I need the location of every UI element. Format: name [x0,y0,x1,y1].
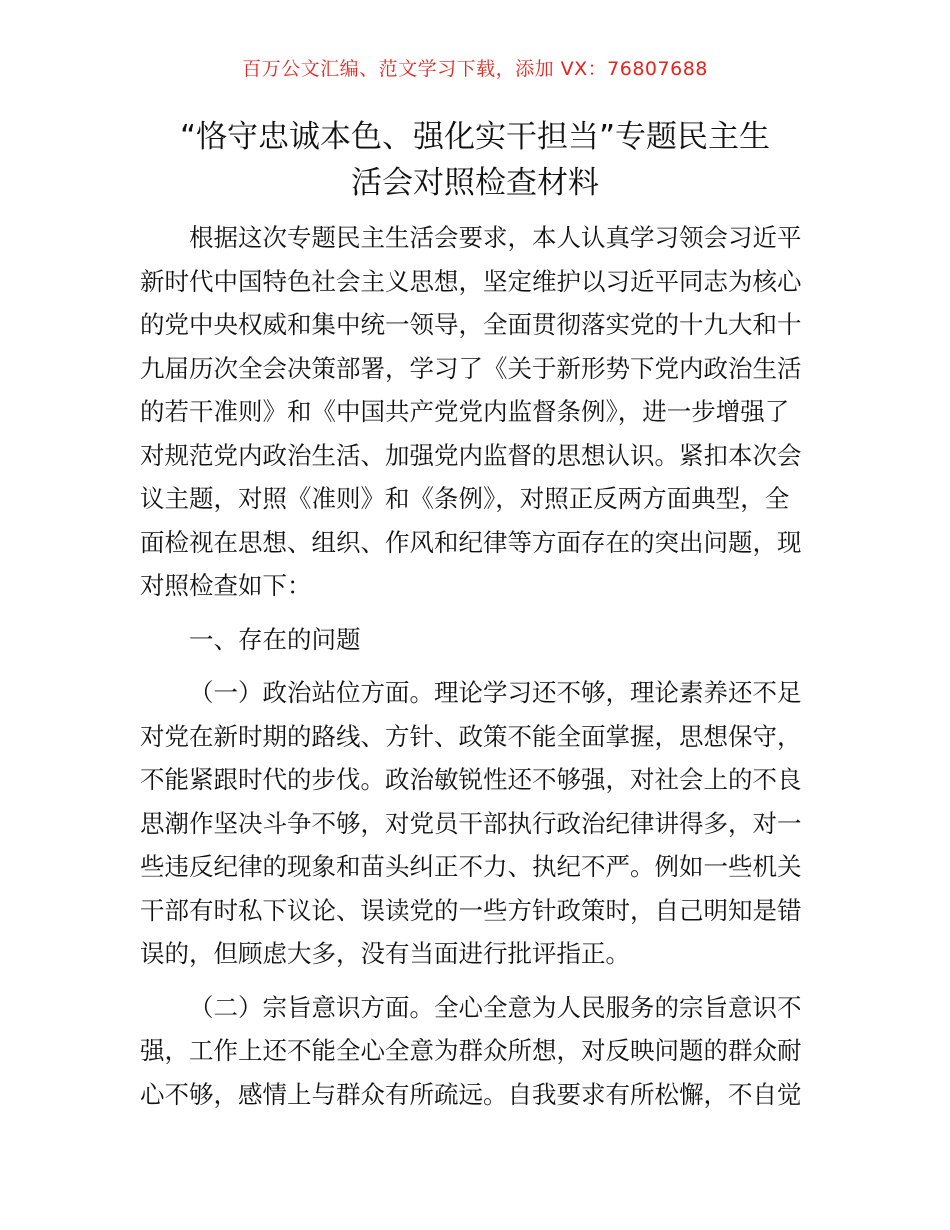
title-line-1: “恪守忠诚本色、强化实干担当”专题民主生 [179,119,771,155]
header-watermark-text: 百万公文汇编、范文学习下载，添加 VX：76807688 [242,58,708,80]
title-line-2: 活会对照检查材料 [351,165,599,201]
item-2-paragraph: （二）宗旨意识方面。全心全意为人民服务的宗旨意识不强，工作上还不能全心全意为群众所想，对反映问题的群众耐心不够，感情上与群众有所疏远。自我要求有所松懈，不自觉 [140,992,802,1109]
intro-paragraph: 根据这次专题民主生活会要求，本人认真学习领会习近平新时代中国特色社会主义思想，坚定维护以习近平同志为核心的党中央权威和集中统一领导，全面贯彻落实党的十九大和十九届历次全会决策部署，学习了《关于新形势下党内政治生活的若干准则》和《中国共产党党内监督条例》，进一步增强了对规范党内政治生活、加强党内监督的思想认识。紧扣本次会议主题，对照《准则》和《条例》，对照正反两方面典型，全面检视在思想、组织、作风和纪律等方面存在的突出问题，现对照检查如下： [140,223,802,600]
document-title [140,114,810,206]
item-1-paragraph: （一）政治站位方面。理论学习还不够，理论素养还不足对党在新时期的路线、方针、政策不能全面掌握，思想保守，不能紧跟时代的步伐。政治敏锐性还不够强，对社会上的不良思潮作坚决斗争不够，对党员干部执行政治纪律讲得多，对一些违反纪律的现象和苗头纠正不力、执纪不严。例如一些机关干部有时私下议论、误读党的一些方针政策时，自己明知是错误的，但顾虑大多，没有当面进行批评指正。 [140,678,802,968]
document-body [140,216,812,1116]
section-heading: 一、存在的问题 [189,624,361,654]
